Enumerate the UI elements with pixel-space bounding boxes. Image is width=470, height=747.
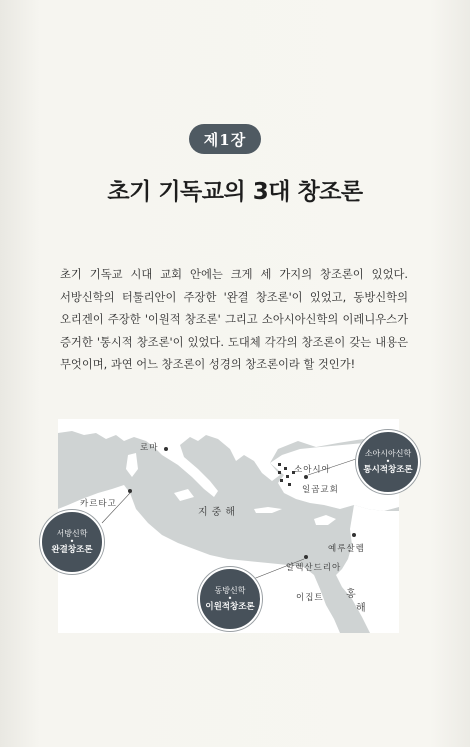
sea-mediterranean: 지중해 — [198, 507, 239, 518]
chapter-badge: 제1장 — [189, 124, 261, 154]
place-rome: 로마 — [140, 443, 159, 453]
place-asia-minor: 소아시아 — [294, 465, 331, 475]
place-egypt: 이집트 — [296, 593, 324, 603]
place-carthage: 카르타고 — [80, 499, 117, 509]
callout-western-dot: • — [69, 537, 75, 546]
land-sardinia — [126, 453, 138, 477]
place-seven-churches: 일곱교회 — [302, 485, 339, 495]
place-alexandria: 알렉산드리아 — [286, 563, 342, 573]
intro-paragraph: 초기 기독교 시대 교회 안에는 크게 세 가지의 창조론이 있었다. 서방신학의 터툴리안이 주장한 '완결 창조론'이 있었고, 동방신학의 오리겐이 주장한 '이원적 창조론' 그리고 소아시아신학의 이레니우스가 증거한 '통시적 창조론'이 있었다. 도대체 각각의 창조론이 갖는 내용은 무엇이며, 과연 어느 창조론이 성경의 창조론이라 할 것인가! — [60, 268, 408, 372]
callout-eastern-theology — [198, 567, 262, 631]
callout-eastern-theory: 이원적창조론 — [205, 602, 255, 612]
jerusalem-dot — [352, 533, 356, 537]
alexandria-dot — [304, 555, 308, 559]
callout-asia-minor-theology — [356, 430, 420, 494]
callout-asia-school: 소아시아신학 — [364, 449, 412, 458]
callout-asia-theory: 통시적창조론 — [363, 465, 413, 475]
rome-dot — [164, 447, 168, 451]
land-crete — [254, 507, 282, 513]
callout-western-theory: 완결창조론 — [51, 545, 93, 555]
callout-eastern-dot: • — [227, 594, 233, 603]
callout-eastern-school: 동방신학 — [214, 586, 246, 595]
asia-minor-dot — [304, 475, 308, 479]
chapter-title: 초기 기독교의 3대 창조론 — [107, 179, 363, 205]
land-sicily — [174, 489, 194, 501]
land-cyprus — [314, 515, 336, 525]
callout-western-school: 서방신학 — [56, 529, 88, 538]
callout-asia-dot: • — [385, 457, 391, 466]
callout-western-theology — [40, 510, 104, 574]
sea-red-1: 홍 — [346, 589, 360, 600]
carthage-dot — [128, 489, 132, 493]
place-jerusalem: 예루살렘 — [328, 544, 365, 554]
sea-red-2: 해 — [356, 603, 370, 614]
